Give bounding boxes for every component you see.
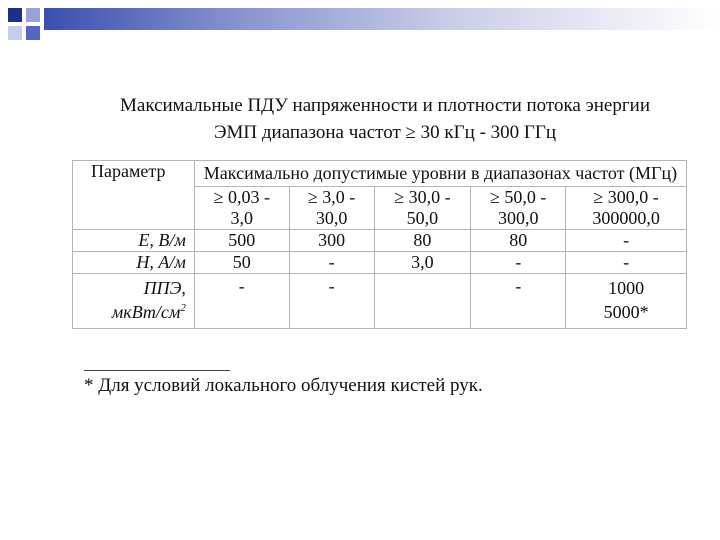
- value-cell: -: [471, 252, 566, 274]
- value-cell: 300: [289, 230, 374, 252]
- range-line-2: 300000,0: [592, 208, 660, 228]
- decor-square-3: [8, 26, 22, 40]
- range-line-2: 30,0: [315, 208, 348, 228]
- value-cell: 3,0: [374, 252, 471, 274]
- ppe-unit-text: мкВт/см: [111, 302, 181, 322]
- value-cell: [374, 274, 471, 329]
- value-cell: -: [566, 252, 687, 274]
- range-line-1: ≥ 30,0 -: [394, 187, 451, 207]
- value-cell: -: [471, 274, 566, 329]
- decor-square-4: [26, 26, 40, 40]
- range-line-1: ≥ 0,03 -: [213, 187, 270, 207]
- range-line-2: 3,0: [230, 208, 254, 228]
- value-cell-ppe-last: [566, 274, 687, 329]
- range-line-1: ≥ 50,0 -: [490, 187, 547, 207]
- ppe-value-line-1: 1000: [608, 278, 645, 298]
- value-cell: -: [289, 252, 374, 274]
- range-header: [471, 187, 566, 230]
- value-cell: 80: [471, 230, 566, 252]
- param-cell: H, А/м: [73, 252, 195, 274]
- param-cell: E, В/м: [73, 230, 195, 252]
- range-header: [374, 187, 471, 230]
- ppe-unit-exponent: 2: [180, 302, 186, 314]
- value-cell: -: [289, 274, 374, 329]
- slide-title: [70, 92, 700, 146]
- header-gradient-bar: [44, 8, 720, 30]
- slide-title-line-1: Максимальные ПДУ напряженности и плотности потока энергии: [120, 95, 650, 116]
- norms-table: [72, 160, 687, 329]
- ppe-label: ППЭ,: [143, 278, 186, 298]
- value-cell: -: [194, 274, 289, 329]
- value-cell: 80: [374, 230, 471, 252]
- table-header-row: [73, 161, 687, 187]
- table-row-h: [73, 252, 687, 274]
- value-cell: -: [566, 230, 687, 252]
- table-row-e: [73, 230, 687, 252]
- range-line-1: ≥ 3,0 -: [307, 187, 356, 207]
- range-line-2: 50,0: [406, 208, 439, 228]
- value-cell: 50: [194, 252, 289, 274]
- footnote: * Для условий локального облучения кистей рук.: [84, 375, 483, 396]
- table-row-ppe: [73, 274, 687, 329]
- decor-square-2: [26, 8, 40, 22]
- decor-square-1: [8, 8, 22, 22]
- param-cell-ppe: [73, 274, 195, 329]
- footnote-divider: [84, 370, 230, 371]
- ppe-unit: [76, 300, 186, 324]
- ppe-value-line-2: 5000*: [603, 302, 649, 322]
- slide-title-line-2: ЭМП диапазона частот ≥ 30 кГц - 300 ГГц: [213, 122, 557, 143]
- value-cell: 500: [194, 230, 289, 252]
- range-header: [194, 187, 289, 230]
- group-header: Максимально допустимые уровни в диапазонах частот (МГц): [194, 161, 686, 187]
- range-header: [566, 187, 687, 230]
- range-header: [289, 187, 374, 230]
- range-line-2: 300,0: [497, 208, 539, 228]
- range-line-1: ≥ 300,0 -: [593, 187, 659, 207]
- param-header: Параметр: [73, 161, 195, 230]
